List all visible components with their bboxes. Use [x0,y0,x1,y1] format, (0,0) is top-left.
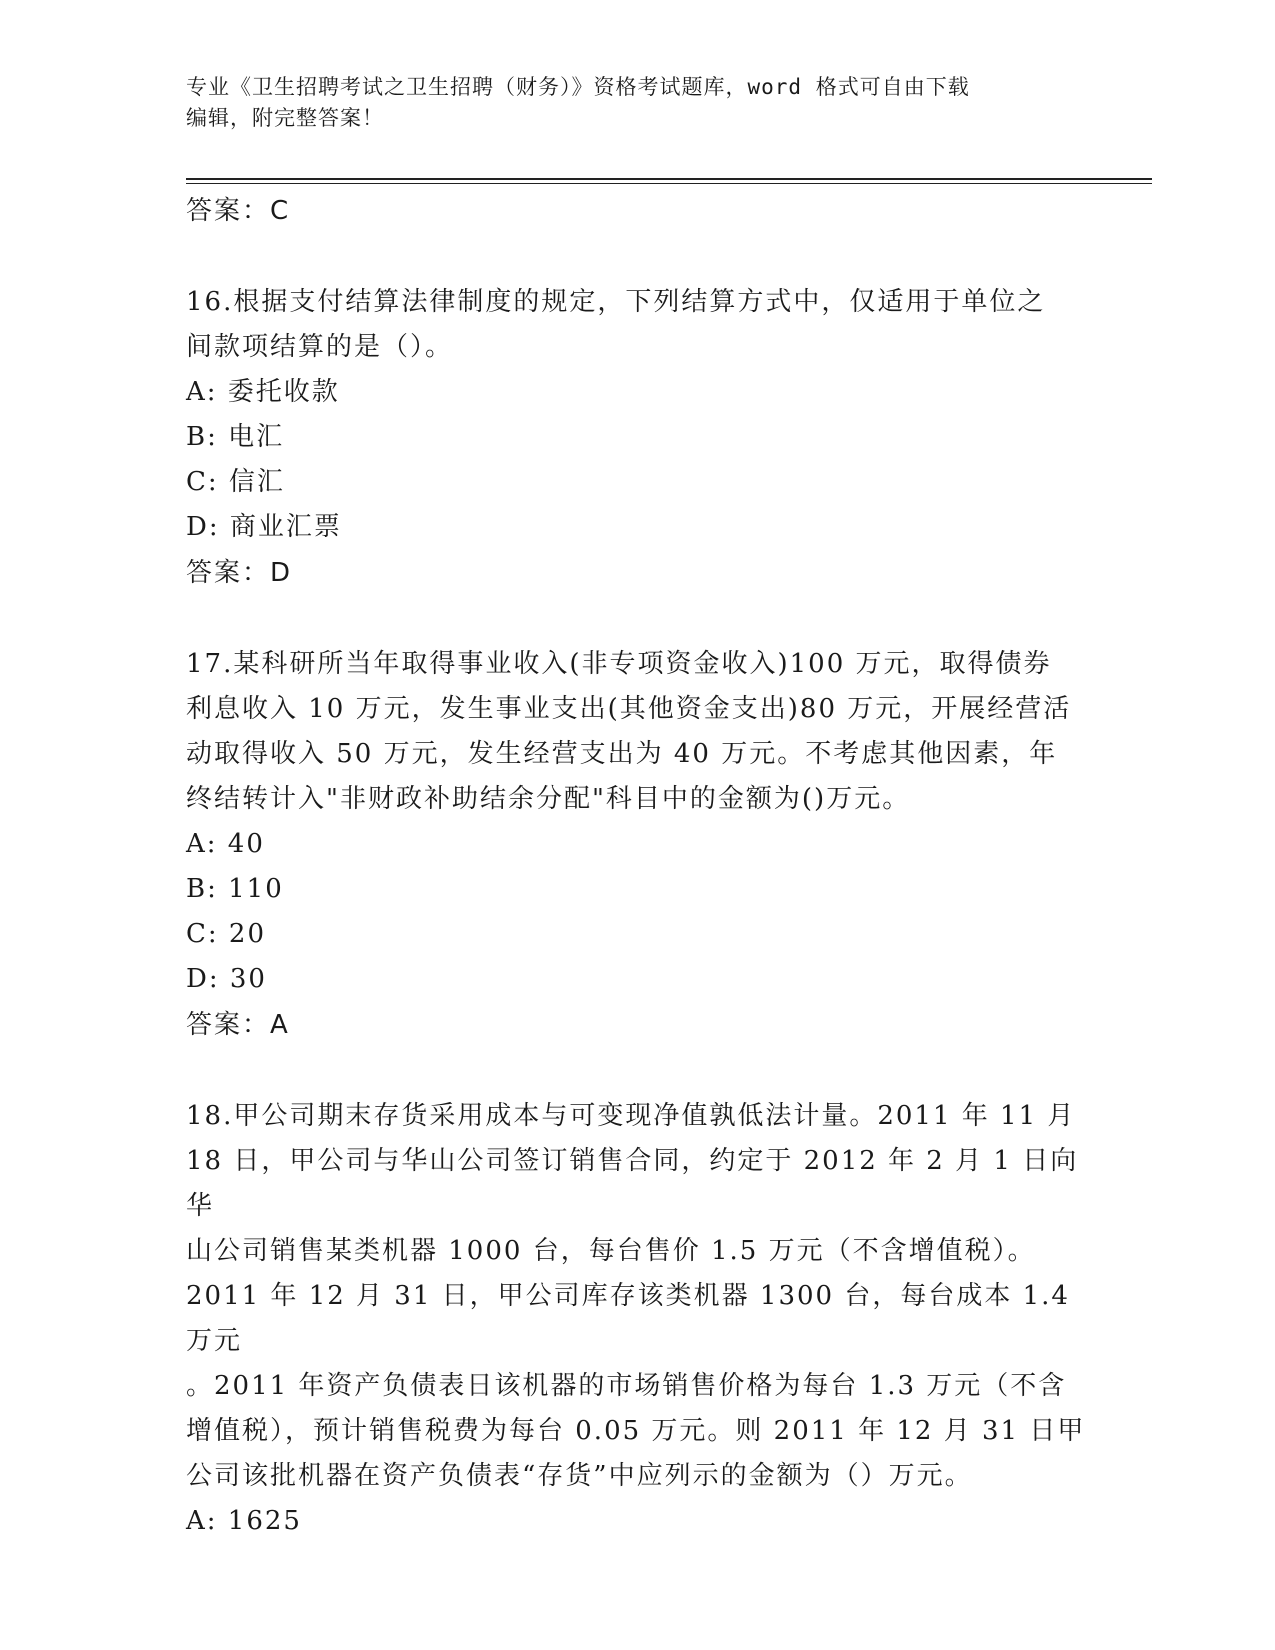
option-a: A: 委托收款 [186,377,340,407]
question-text-line: 利息收入 10 万元，发生事业支出(其他资金支出)80 万元，开展经营活 [186,694,1072,724]
answer-prev: 答案：C [186,196,291,226]
question-list [186,188,1086,1544]
question-text-line: 山公司销售某类机器 1000 台，每台售价 1.5 万元（不含增值税）。 [186,1236,1036,1266]
question-text-line: 2011 年 12 月 31 日，甲公司库存该类机器 1300 台，每台成本 1.4 万元 [186,1281,1070,1356]
question-text-line: 公司该批机器在资产负债表“存货”中应列示的金额为（）万元。 [186,1461,973,1491]
question-text-line: 间款项结算的是（）。 [186,332,454,362]
header-divider-thick [186,178,1152,180]
option-a: A: 40 [186,829,265,859]
header-divider-thin [186,183,1152,184]
option-c: C: 信汇 [186,467,285,497]
option-d: D: 商业汇票 [186,512,342,542]
question-text-line: 增值税），预计销售税费为每台 0.05 万元。则 2011 年 12 月 31 日甲 [186,1416,1086,1446]
question-16 [186,280,1086,596]
answer-16: 答案：D [186,558,293,588]
document-header [186,72,1066,134]
option-d: D: 30 [186,964,267,994]
question-text-line: 。2011 年资产负债表日该机器的市场销售价格为每台 1.3 万元（不含 [186,1371,1067,1401]
header-line-2: 编辑，附完整答案！ [186,106,384,130]
question-text-line: 动取得收入 50 万元，发生经营支出为 40 万元。不考虑其他因素，年 [186,739,1058,769]
question-18 [186,1094,1086,1544]
option-b: B: 110 [186,874,284,904]
question-text-line: 18 日，甲公司与华山公司签订销售合同，约定于 2012 年 2 月 1 日向华 [186,1146,1079,1221]
question-text-line: 18.甲公司期末存货采用成本与可变现净值孰低法计量。2011 年 11 月 [186,1101,1076,1131]
header-line-1: 专业《卫生招聘考试之卫生招聘（财务）》资格考试题库，word 格式可自由下载 [186,75,970,99]
question-text-line: 16.根据支付结算法律制度的规定，下列结算方式中，仅适用于单位之 [186,287,1046,317]
answer-17: 答案：A [186,1010,290,1040]
question-17 [186,642,1086,1048]
option-b: B: 电汇 [186,422,285,452]
question-text-line: 终结转计入"非财政补助结余分配"科目中的金额为()万元。 [186,784,911,814]
question-text-line: 17.某科研所当年取得事业收入(非专项资金收入)100 万元，取得债券 [186,649,1052,679]
option-c: C: 20 [186,919,267,949]
option-a: A: 1625 [186,1506,302,1536]
